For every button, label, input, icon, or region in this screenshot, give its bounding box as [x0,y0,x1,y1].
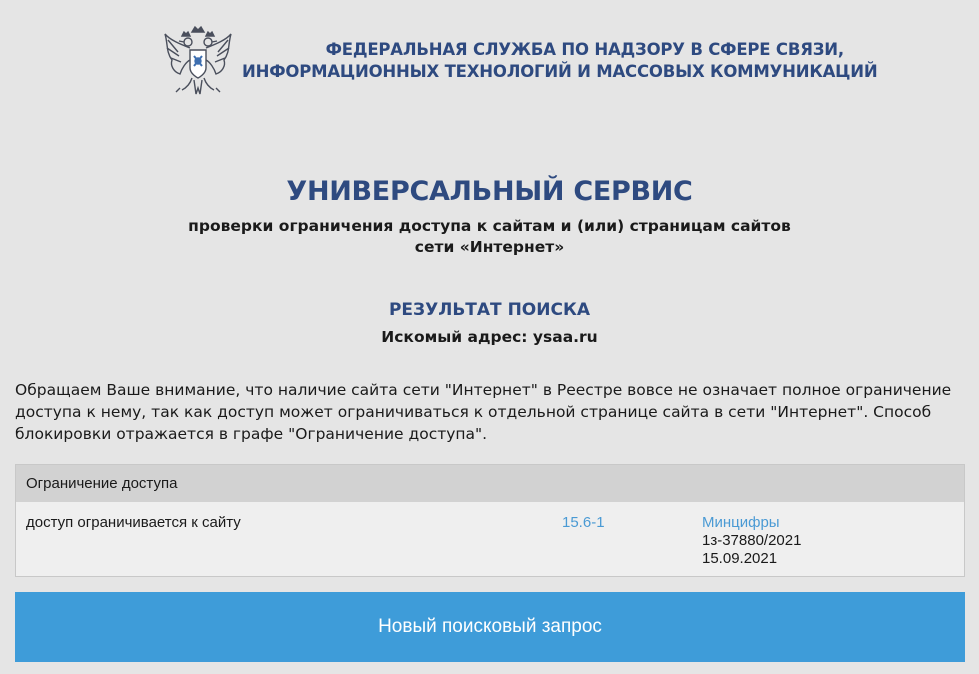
table-header [16,465,964,502]
service-subtitle [0,216,979,258]
authority-link[interactable]: Минцифры [702,514,780,531]
search-result-title: РЕЗУЛЬТАТ ПОИСКА [388,300,591,320]
table-row [16,502,964,576]
decision-date: 15.09.2021 [702,550,778,567]
restriction-table [15,464,965,577]
organization-name-line-2: ИНФОРМАЦИОННЫХ ТЕХНОЛОГИЙ И МАССОВЫХ КОММУНИКАЦИЙ [242,62,878,81]
new-search-button[interactable]: Новый поисковый запрос [15,592,965,662]
notice-text: Обращаем Ваше внимание, что наличие сайта сети "Интернет" в Реестре вовсе не означает полное ограничение доступа к нему, так как доступ может ограничиваться к отдельной странице сайта в сети "Интернет". Способ блокировки отражается в графе "Ограничение доступа". [15,381,952,443]
searched-address: Искомый адрес: ysaa.ru [381,328,598,346]
organization-name-line-1: ФЕДЕРАЛЬНАЯ СЛУЖБА ПО НАДЗОРУ В СФЕРЕ СВЯЗИ, [325,40,844,59]
double-headed-eagle-emblem-icon [162,22,234,100]
service-title: УНИВЕРСАЛЬНЫЙ СЕРВИС [286,176,693,207]
restriction-cell: доступ ограничивается к сайту [26,514,241,531]
header [162,22,878,100]
authority-cell [702,514,801,568]
service-subtitle-line-2: сети «Интернет» [414,238,565,256]
decision-number: 1з-37880/2021 [702,532,802,549]
service-subtitle-line-1: проверки ограничения доступа к сайтам и (или) страницам сайтов [188,217,791,235]
organization-name [242,39,878,83]
article-link[interactable]: 15.6-1 [562,514,605,531]
table-header-restriction: Ограничение доступа [26,475,178,492]
